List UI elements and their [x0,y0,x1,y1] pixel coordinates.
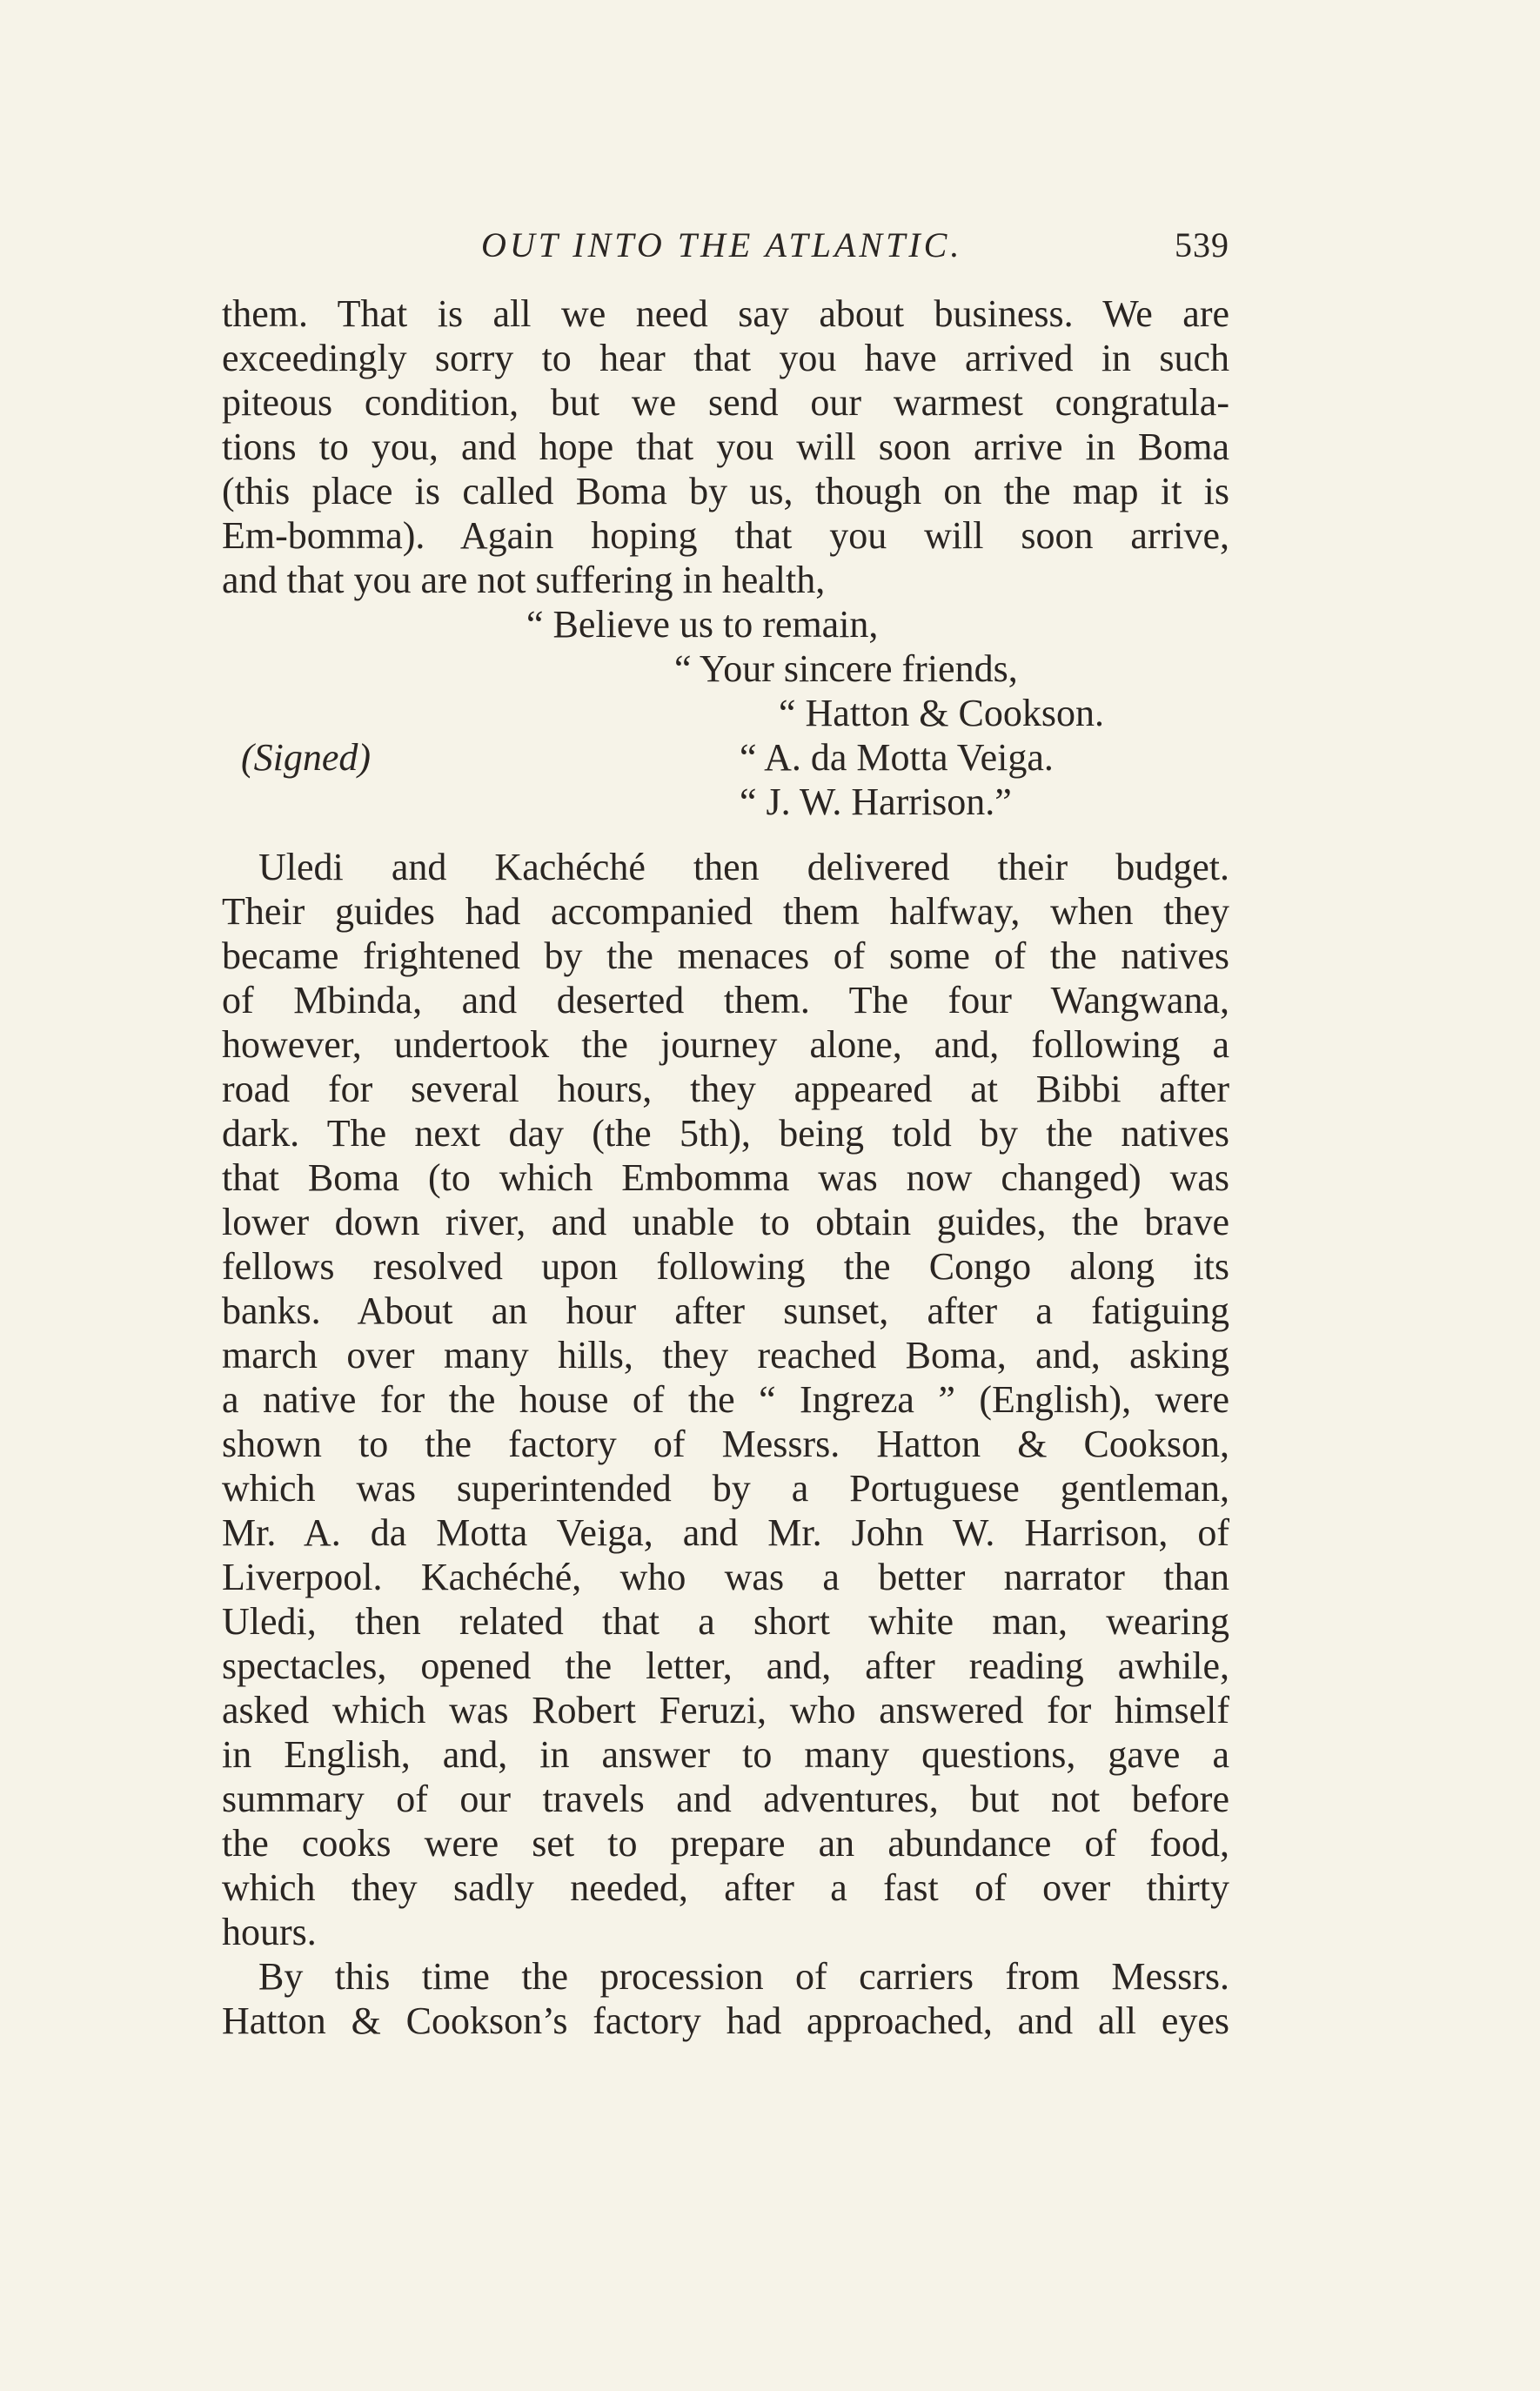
text-line: Em-bomma). Again hoping that you will soon arrive, [222,514,1229,557]
text-line: a native for the house of the “ Ingreza ” (English), were [222,1378,1229,1421]
text-line: which they sadly needed, after a fast of over thirty [222,1866,1229,1909]
closing-line: “ Believe us to remain, [526,603,879,646]
text-line: Their guides had accompanied them halfway, when they [222,890,1229,933]
text-line: and that you are not suffering in health, [222,559,826,601]
text-line: in English, and, in answer to many questions, gave a [222,1733,1229,1776]
text-line: them. That is all we need say about business. We are [222,292,1229,335]
text-line: piteous condition, but we send our warmest congratula- [222,381,1229,424]
text-line: Liverpool. Kachéché, who was a better narrator than [222,1556,1229,1598]
running-head-title: OUT INTO THE ATLANTIC. [481,225,963,265]
text-line: exceedingly sorry to hear that you have arrived in such [222,337,1229,379]
text-line: spectacles, opened the letter, and, after reading awhile, [222,1644,1229,1687]
text-line: became frightened by the menaces of some of the natives [222,934,1229,977]
text-line: asked which was Robert Feruzi, who answered for himself [222,1689,1229,1731]
running-head [222,224,1229,268]
closing-line: “ Your sincere friends, [674,647,1018,690]
text-line: hours. [222,1911,317,1953]
text-line: Uledi and Kachéché then delivered their budget. [258,846,1229,888]
signed-line [222,780,1229,824]
signatory-name: “ A. da Motta Veiga. [740,736,1054,779]
text-line: the cooks were set to prepare an abundance of food, [222,1822,1229,1865]
signed-label: (Signed) [241,736,372,779]
signed-line [222,735,1229,780]
text-block [222,291,1229,2043]
text-line: Hatton & Cookson’s factory had approached, and all eyes [222,1999,1229,2042]
text-line: dark. The next day (the 5th), being told by the natives [222,1112,1229,1155]
text-line: By this time the procession of carriers from Messrs. [258,1955,1229,1998]
text-line: road for several hours, they appeared at Bibbi after [222,1068,1229,1110]
text-line: fellows resolved upon following the Congo along its [222,1245,1229,1288]
text-line: summary of our travels and adventures, but not before [222,1778,1229,1820]
letter-body [222,291,1229,602]
text-line: banks. About an hour after sunset, after a fatiguing [222,1289,1229,1332]
text-line: (this place is called Boma by us, though on the map it is [222,470,1229,512]
text-line: however, undertook the journey alone, and, following a [222,1023,1229,1066]
text-line: Mr. A. da Motta Veiga, and Mr. John W. Harrison, of [222,1511,1229,1554]
paragraph [222,845,1229,1954]
text-line: of Mbinda, and deserted them. The four Wangwana, [222,979,1229,1021]
text-line: tions to you, and hope that you will soon arrive in Boma [222,425,1229,468]
text-line: lower down river, and unable to obtain guides, the brave [222,1201,1229,1243]
signatory-name: “ J. W. Harrison.” [740,780,1012,823]
text-line: march over many hills, they reached Boma, and, asking [222,1334,1229,1376]
text-line: Uledi, then related that a short white man, wearing [222,1600,1229,1643]
text-line: which was superintended by a Portuguese gentleman, [222,1467,1229,1510]
text-line: shown to the factory of Messrs. Hatton & Cookson, [222,1423,1229,1465]
text-line: that Boma (to which Embomma was now changed) was [222,1156,1229,1199]
letter-closing [222,602,1229,824]
signatory-firm: “ Hatton & Cookson. [779,692,1104,734]
paragraph [222,1954,1229,2043]
page-number: 539 [1175,225,1229,265]
